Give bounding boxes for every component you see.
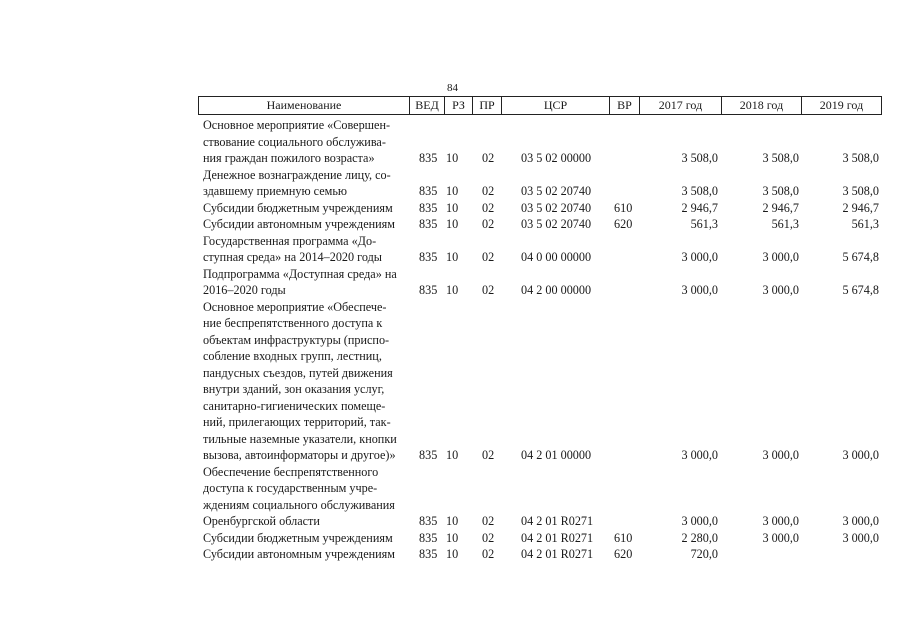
row-name [203, 167, 413, 200]
table-row [0, 233, 905, 266]
row-2019: 3 000,0 [842, 514, 879, 528]
row-2017: 3 000,0 [681, 250, 718, 264]
header-ved: ВЕД [409, 97, 444, 114]
row-2017: 3 508,0 [681, 151, 718, 165]
row-csr: 03 5 02 20740 [521, 200, 592, 215]
row-2018: 3 000,0 [762, 514, 799, 528]
row-vr: 610 [614, 200, 633, 215]
row-2019: 3 508,0 [842, 151, 879, 165]
row-2018: 3 000,0 [762, 448, 799, 462]
row-name-line: Субсидии автономным учреждениям [203, 547, 395, 561]
row-csr: 03 5 02 00000 [521, 151, 592, 165]
row-rz: 10 [446, 250, 459, 264]
row-pr: 02 [482, 184, 495, 198]
row-ved: 835 [419, 547, 438, 561]
table-row [0, 117, 905, 167]
row-2017: 720,0 [690, 547, 718, 561]
row-name [203, 233, 413, 266]
row-2018: 561,3 [771, 217, 799, 231]
row-ved: 835 [419, 184, 438, 198]
row-2018: 3 000,0 [762, 530, 799, 545]
row-name-line: здавшему приемную семью [203, 184, 347, 198]
row-pr: 02 [482, 547, 495, 561]
row-name-line: внутри зданий, зон оказания услуг, [203, 382, 385, 396]
row-csr: 04 2 01 R0271 [521, 530, 594, 545]
row-name-line: Субсидии автономным учреждениям [203, 217, 395, 231]
row-pr: 02 [482, 283, 495, 297]
table-row [0, 167, 905, 200]
row-name-line: ступная среда» на 2014–2020 годы [203, 250, 382, 264]
row-ved: 835 [419, 530, 438, 545]
row-2017: 2 946,7 [681, 200, 718, 215]
row-name [203, 546, 413, 563]
row-rz: 10 [446, 200, 459, 215]
row-name-line: санитарно-гигиенических помеще- [203, 398, 386, 413]
row-2018: 2 946,7 [762, 200, 799, 215]
row-2018: 3 508,0 [762, 184, 799, 198]
row-2017: 2 280,0 [681, 530, 718, 545]
row-2017: 3 508,0 [681, 184, 718, 198]
table-row [0, 299, 905, 464]
row-vr: 620 [614, 547, 633, 561]
row-name-line: ний, прилегающих территорий, так- [203, 415, 391, 429]
row-name [203, 530, 413, 547]
row-name-line: тильные наземные указатели, кнопки [203, 431, 397, 446]
row-ved: 835 [419, 200, 438, 215]
row-name-line: доступа к государственным учре- [203, 481, 378, 495]
table-row [0, 266, 905, 299]
table-row [0, 216, 905, 233]
row-csr: 04 2 01 R0271 [521, 547, 594, 561]
row-rz: 10 [446, 217, 459, 231]
header-rz: РЗ [444, 97, 472, 114]
row-rz: 10 [446, 283, 459, 297]
row-name-line: ние беспрепятственного доступа к [203, 316, 383, 330]
row-rz: 10 [446, 514, 459, 528]
table-row [0, 200, 905, 217]
row-ved: 835 [419, 448, 438, 462]
table-row [0, 530, 905, 547]
row-pr: 02 [482, 530, 495, 545]
row-name-line: Подпрограмма «Доступная среда» на [203, 266, 397, 281]
row-csr: 03 5 02 20740 [521, 217, 592, 231]
header-2018: 2018 год [721, 97, 801, 114]
row-rz: 10 [446, 151, 459, 165]
row-2017: 3 000,0 [681, 448, 718, 462]
row-rz: 10 [446, 547, 459, 561]
row-name [203, 299, 413, 464]
row-2017: 3 000,0 [681, 514, 718, 528]
row-pr: 02 [482, 448, 495, 462]
row-rz: 10 [446, 530, 459, 545]
row-pr: 02 [482, 200, 495, 215]
row-2017: 561,3 [690, 217, 718, 231]
row-ved: 835 [419, 283, 438, 297]
row-name [203, 266, 413, 299]
row-rz: 10 [446, 184, 459, 198]
row-2019: 2 946,7 [842, 200, 879, 215]
row-name [203, 464, 413, 530]
header-csr: ЦСР [501, 97, 609, 114]
row-name-line: Основное мероприятие «Совершен- [203, 118, 391, 132]
row-csr: 04 2 01 R0271 [521, 514, 594, 528]
row-name-line: Субсидии бюджетным учреждениям [203, 530, 393, 545]
row-name-line: Субсидии бюджетным учреждениям [203, 200, 393, 215]
row-pr: 02 [482, 250, 495, 264]
row-csr: 04 2 00 00000 [521, 283, 592, 297]
row-2019: 5 674,8 [842, 250, 879, 264]
table-row [0, 546, 905, 563]
row-csr: 04 0 00 00000 [521, 250, 592, 264]
header-2019: 2019 год [801, 97, 882, 114]
row-name-line: ния граждан пожилого возраста» [203, 151, 375, 165]
table-row [0, 464, 905, 530]
row-2019: 3 000,0 [842, 530, 879, 545]
row-name [203, 117, 413, 167]
header-2017: 2017 год [639, 97, 721, 114]
row-vr: 620 [614, 217, 633, 231]
row-pr: 02 [482, 217, 495, 231]
row-ved: 835 [419, 514, 438, 528]
row-2019: 3 508,0 [842, 184, 879, 198]
row-vr: 610 [614, 530, 633, 545]
row-ved: 835 [419, 151, 438, 165]
row-ved: 835 [419, 250, 438, 264]
row-name-line: 2016–2020 годы [203, 283, 286, 297]
row-2019: 561,3 [851, 217, 879, 231]
row-2019: 5 674,8 [842, 283, 879, 297]
row-name-line: ствование социального обслужива- [203, 134, 386, 149]
row-name-line: ждениям социального обслуживания [203, 497, 395, 512]
row-csr: 04 2 01 00000 [521, 448, 592, 462]
row-csr: 03 5 02 20740 [521, 184, 592, 198]
row-2018: 3 508,0 [762, 151, 799, 165]
row-name-line: вызова, автоинформаторы и другое)» [203, 448, 396, 462]
row-name-line: собление входных групп, лестниц, [203, 349, 382, 363]
row-name [203, 200, 413, 217]
row-name-line: Оренбургской области [203, 514, 320, 528]
header-name: Наименование [198, 97, 409, 114]
row-2017: 3 000,0 [681, 283, 718, 297]
page-number: 84 [447, 82, 458, 94]
row-name-line: Обеспечение беспрепятственного [203, 464, 379, 479]
row-rz: 10 [446, 448, 459, 462]
row-pr: 02 [482, 151, 495, 165]
row-name [203, 216, 413, 233]
row-name-line: объектам инфраструктуры (приспо- [203, 332, 390, 347]
row-name-line: Государственная программа «До- [203, 233, 377, 248]
row-2019: 3 000,0 [842, 448, 879, 462]
row-ved: 835 [419, 217, 438, 231]
row-2018: 3 000,0 [762, 250, 799, 264]
row-2018: 3 000,0 [762, 283, 799, 297]
row-name-line: Основное мероприятие «Обеспече- [203, 299, 387, 314]
header-vr: ВР [609, 97, 639, 114]
row-name-line: Денежное вознаграждение лицу, со- [203, 167, 391, 182]
row-name-line: пандусных съездов, путей движения [203, 365, 393, 380]
row-pr: 02 [482, 514, 495, 528]
header-pr: ПР [472, 97, 501, 114]
